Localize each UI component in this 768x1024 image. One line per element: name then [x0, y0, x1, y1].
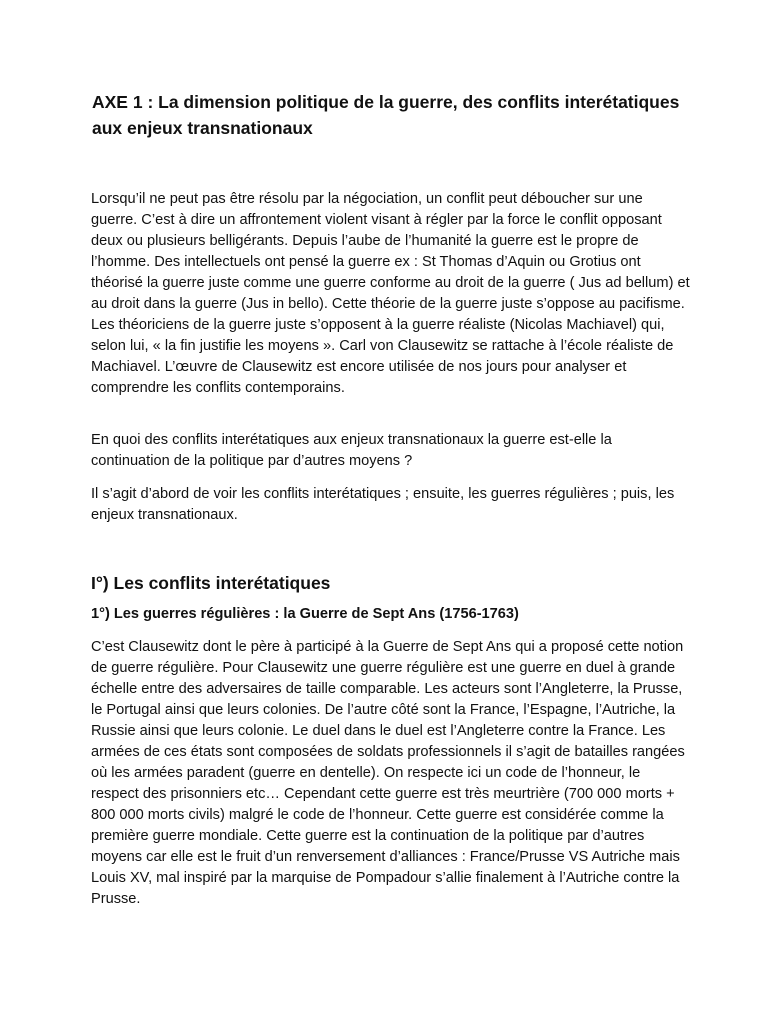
section-heading: I°) Les conflits interétatiques — [91, 573, 331, 593]
subsection-paragraph: C’est Clausewitz dont le père à participé à la Guerre de Sept Ans qui a proposé cette notion de guerre régulière. Pour Clausewitz une guerre régulière est une guerre en duel à grande échelle entre des adversaires de taille comparable. Les acteurs sont l’Angleterre, la Prusse, le Portugal ainsi que leurs colonies. De l’autre côté sont la France, l’Espagne, l’Autriche, la Russie ainsi que leurs colonie. Le duel dans le duel est l’Angleterre contre la France. Les armées de ces états sont composées de soldats professionnels il s’agit de batailles rangées où les armées paradent (guerre en dentelle). On respecte ici un code de l’honneur, le respect des prisonniers etc… Cependant cette guerre est très meurtrière (700 000 morts + 800 000 morts civils) malgré le code de l’honneur. Cette guerre est considérée comme la première guerre mondiale. Cette guerre est la continuation de la politique par d’autres moyens car elle est le fruit d’un renversement d’alliances : France/Prusse VS Autriche mais Louis XV, mal inspiré par la marquise de Pompadour s’allie finalement à l’Autriche contre la Prusse. — [91, 639, 685, 907]
subsection-heading: 1°) Les guerres régulières : la Guerre de Sept Ans (1756-1763) — [91, 606, 519, 622]
document-title: AXE 1 : La dimension politique de la guerre, des conflits interétatiques aux enjeux transnationaux — [92, 92, 680, 138]
intro-paragraph: Lorsqu’il ne peut pas être résolu par la négociation, un conflit peut déboucher sur une guerre. C’est à dire un affrontement violent visant à régler par la force le conflit opposant deux ou plusieurs belligérants. Depuis l’aube de l’humanité la guerre est le propre de l’homme. Des intellectuels ont pensé la guerre ex : St Thomas d’Aquin ou Grotius ont théorisé la guerre juste comme une guerre conforme au droit de la guerre ( Jus ad bellum) et au droit dans la guerre (Jus in bello). Cette théorie de la guerre juste s’oppose au pacifisme. Les théoriciens de la guerre juste s’opposent à la guerre réaliste (Nicolas Machiavel) qui, selon lui, « la fin justifie les moyens ». Carl von Clausewitz se rattache à l’école réaliste de Machiavel. L’œuvre de Clausewitz est encore utilisée de nos jours pour analyser et comprendre les conflits contemporains. — [91, 191, 690, 396]
plan-paragraph: Il s’agit d’abord de voir les conflits interétatiques ; ensuite, les guerres régulières ; puis, les enjeux transnationaux. — [91, 486, 675, 523]
problematic-paragraph: En quoi des conflits interétatiques aux enjeux transnationaux la guerre est-elle la continuation de la politique par d’autres moyens ? — [91, 432, 612, 469]
